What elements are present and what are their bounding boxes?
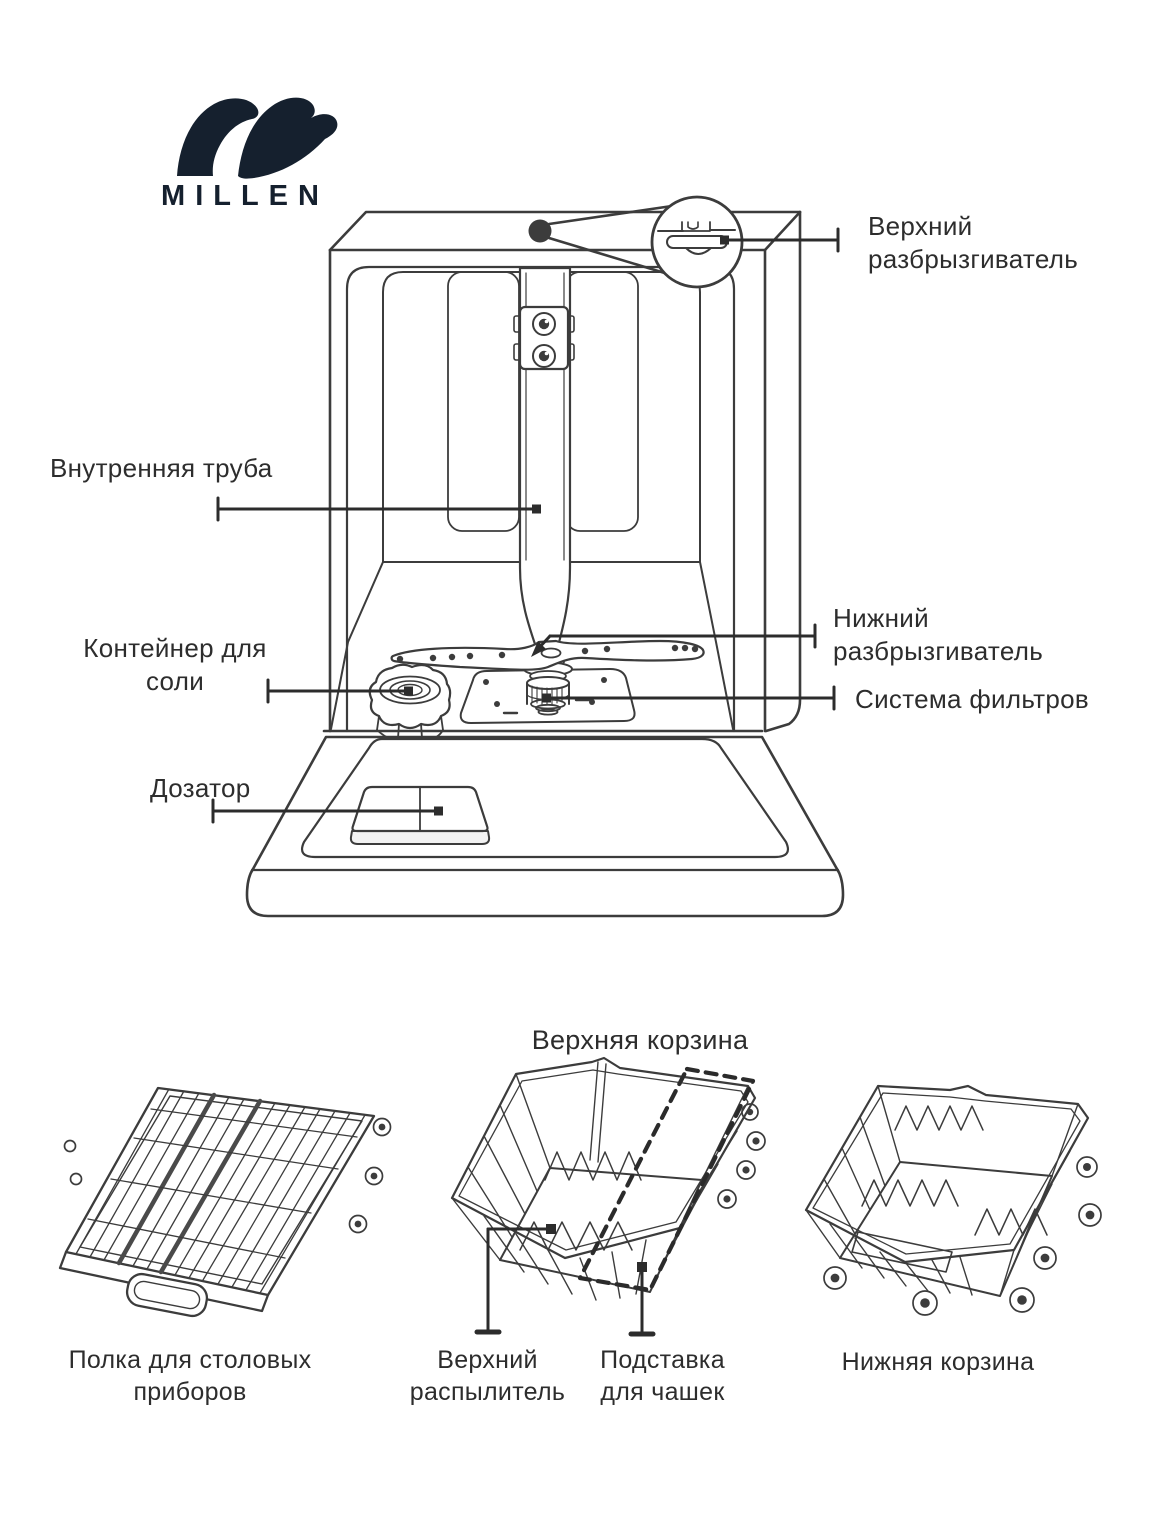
label-filter-system: Система фильтров [855, 684, 1089, 714]
label-upper-spray-arm: Верхний разбрызгиватель [868, 211, 1079, 274]
label-salt-container: Контейнер для соли [83, 633, 267, 696]
leader-cup-stand [631, 1262, 653, 1334]
brand-wordmark: MILLEN [161, 180, 329, 212]
door [247, 737, 843, 916]
label-lower-spray-arm: Нижний разбрызгиватель [833, 603, 1044, 666]
upper-basket-illustration [452, 1058, 765, 1300]
lower-basket-illustration [806, 1086, 1101, 1315]
nozzle-location-dot [529, 220, 552, 243]
lower-spray-arm [392, 641, 704, 670]
label-upper-sprayer: Верхний распылитель [409, 1346, 566, 1406]
tube-mounting-bracket [514, 307, 574, 369]
millen-logo-icon [177, 98, 337, 179]
label-inner-tube: Внутренняя труба [50, 453, 273, 483]
label-cup-stand: Подставка для чашек [600, 1346, 725, 1406]
label-dispenser: Дозатор [150, 773, 251, 803]
leader-inner-tube [218, 498, 541, 520]
lower-basket-wheels [824, 1157, 1101, 1315]
cutlery-tray-illustration [60, 1088, 391, 1318]
upper-basket-title: Верхняя корзина [531, 1025, 749, 1055]
label-lower-basket: Нижняя корзина [841, 1348, 1035, 1376]
detergent-dispenser [351, 787, 489, 844]
label-cutlery-shelf: Полка для столовых приборов [68, 1346, 312, 1406]
